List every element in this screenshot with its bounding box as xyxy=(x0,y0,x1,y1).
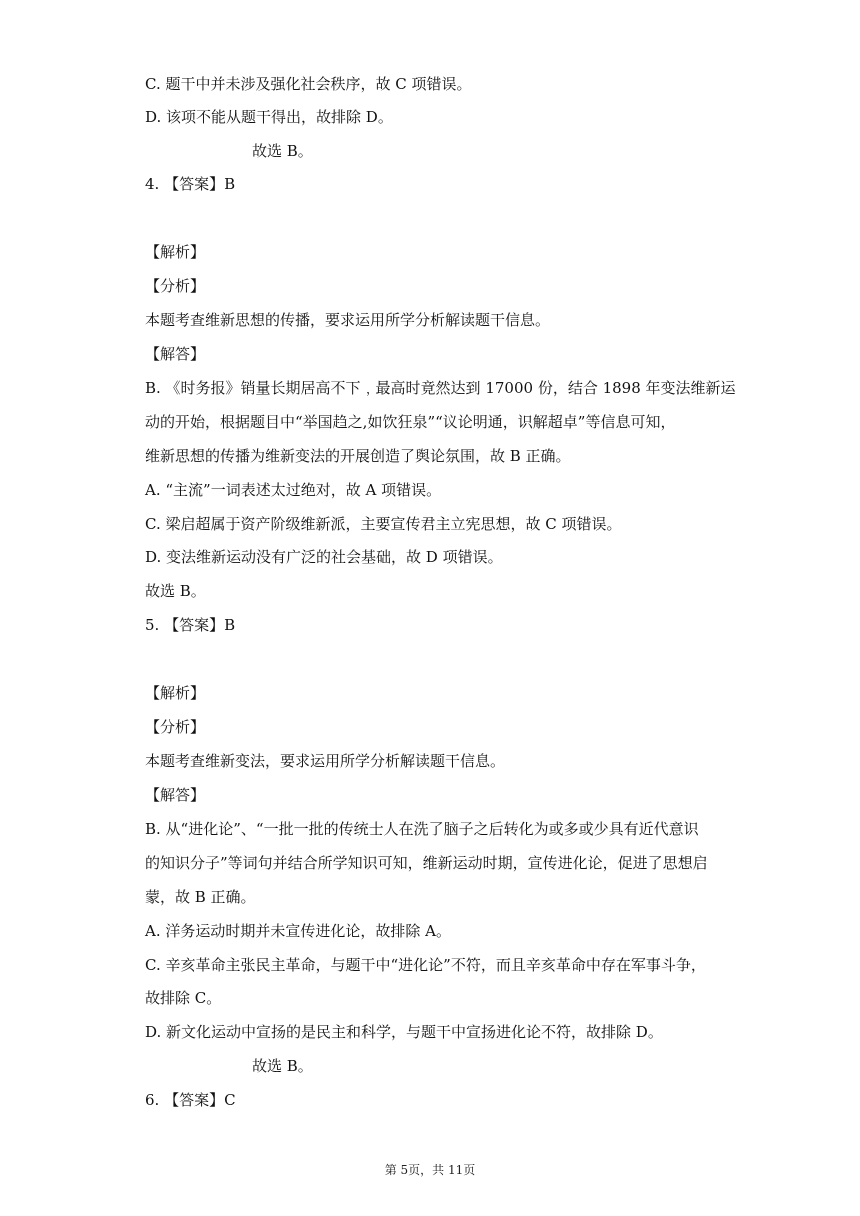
text-line: C. 梁启超属于资产阶级维新派，主要宣传君主立宪思想，故 C 项错误。 xyxy=(145,515,622,533)
text-line: B. 从“进化论”、“一批一批的传统士人在洗了脑子之后转化为或多或少具有近代意识 xyxy=(145,820,699,838)
text-line: 【解析】 xyxy=(145,684,206,702)
text-line: 【解答】 xyxy=(145,345,206,363)
text-line: C. 辛亥革命主张民主革命，与题干中“进化论”不符，而且辛亥革命中存在军事斗争， xyxy=(145,956,706,974)
text-line: A. 洋务运动时期并未宣传进化论，故排除 A。 xyxy=(145,922,451,940)
page-number: 第 5页，共 11页 xyxy=(384,1163,476,1177)
text-line: 6. 【答案】C xyxy=(145,1091,236,1109)
text-line: A. “主流”一词表述太过绝对，故 A 项错误。 xyxy=(145,481,442,499)
text-line: B. 《时务报》销量长期居高不下﹐最高时竟然达到 17000 份，结合 1898 年变法维新运 xyxy=(145,379,736,397)
text-line: 5. 【答案】B xyxy=(145,616,236,634)
text-line: 【分析】 xyxy=(145,277,206,295)
text-line: 4. 【答案】B xyxy=(145,175,236,193)
text-line: 动的开始，根据题目中“举国趋之,如饮狂泉”“议论明通，识解超卓”等信息可知， xyxy=(145,413,676,431)
text-line: 【解答】 xyxy=(145,786,206,804)
text-line: 故选 B。 xyxy=(145,582,206,600)
text-line: 故选 B。 xyxy=(252,1057,313,1075)
text-line: 维新思想的传播为维新变法的开展创造了舆论氛围，故 B 正确。 xyxy=(145,447,571,465)
text-line: 蒙，故 B 正确。 xyxy=(145,888,256,906)
text-line: D. 变法维新运动没有广泛的社会基础，故 D 项错误。 xyxy=(145,548,503,566)
text-line: 本题考查维新变法，要求运用所学分析解读题干信息。 xyxy=(145,752,506,770)
text-line: 故排除 C。 xyxy=(145,989,222,1007)
text-line: 【分析】 xyxy=(145,718,206,736)
text-line: D. 新文化运动中宣扬的是民主和科学，与题干中宣扬进化论不符，故排除 D。 xyxy=(145,1023,663,1041)
text-line: 【解析】 xyxy=(145,243,206,261)
text-line: D. 该项不能从题干得出，故排除 D。 xyxy=(145,108,393,126)
text-line: C. 题干中并未涉及强化社会秩序，故 C 项错误。 xyxy=(145,75,472,93)
text-line: 本题考查维新思想的传播，要求运用所学分析解读题干信息。 xyxy=(145,311,551,329)
text-line: 故选 B。 xyxy=(252,142,313,160)
text-line: 的知识分子”等词句并结合所学知识可知，维新运动时期，宣传进化论，促进了思想启 xyxy=(145,854,708,872)
